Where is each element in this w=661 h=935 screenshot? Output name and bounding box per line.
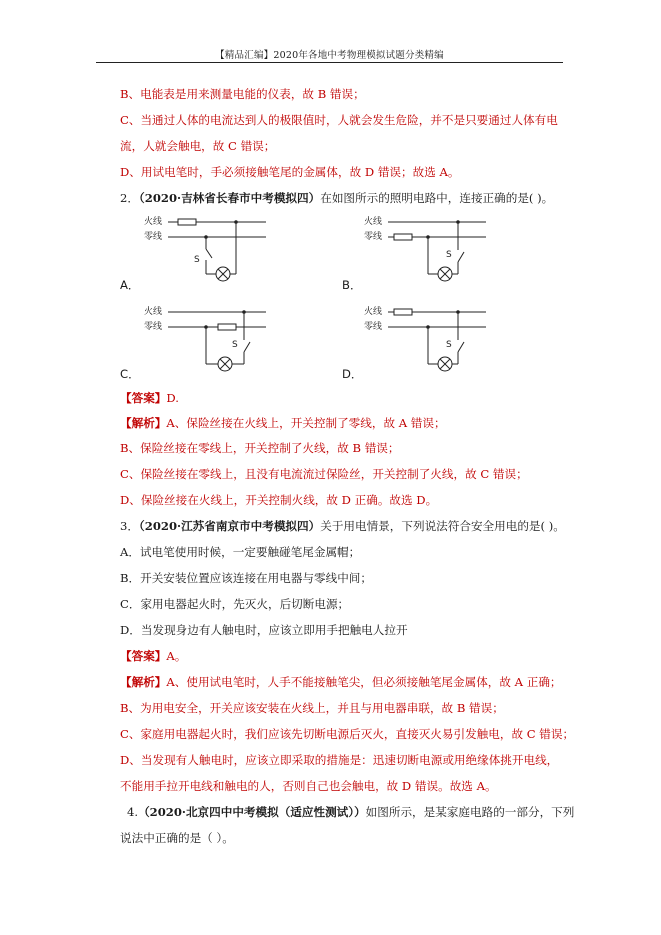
q3-option-b: B．开关安装位置应该连接在用电器与零线中间； — [120, 571, 372, 585]
q1-explanation-d: D、用试电笔时，手必须接触笔尾的金属体，故 D 错误；故选 A。 — [120, 165, 460, 179]
option-a-label: A． — [120, 278, 140, 292]
q3-option-c: C．家用电器起火时，先灭火，后切断电源； — [120, 597, 350, 611]
option-b-label: B． — [342, 278, 362, 292]
q4-stem — [127, 805, 574, 820]
explanation-text: A、使用试电笔时，人手不能接触笔尖，但必须接触笔尾金属体，故 A 正确； — [166, 675, 562, 689]
fuse-icon — [394, 234, 412, 240]
q3-explanation-b: B、为用电安全，开关应该安装在火线上，并且与用电器串联，故 B 错误； — [120, 701, 504, 715]
q2-answer — [120, 391, 179, 406]
q3-explanation-a — [120, 675, 562, 690]
explanation-tag: 【解析】 — [120, 675, 167, 689]
q3-text: 关于用电情景，下列说法符合安全用电的是( )。 — [320, 519, 565, 533]
q4-stem-cont: 说法中正确的是（ ）。 — [120, 831, 234, 845]
q3-explanation-d-cont: 不能用手拉开电线和触电的人，否则自己也会触电，故 D 错误。故选 A。 — [120, 779, 497, 793]
q1-explanation-c: C、当通过人体的电流达到人的极限值时，人就会发生危险，并不是只要通过人体有电 — [120, 113, 558, 127]
q2-explanation-a — [120, 416, 446, 431]
q4-source: （2020·北京四中中考模拟（适应性测试）） — [138, 805, 366, 819]
page-header: 【精品汇编】2020年各地中考物理模拟试题分类精编 — [215, 50, 444, 61]
live-wire-label: 火线 — [144, 307, 163, 317]
neutral-wire-label: 零线 — [144, 232, 163, 242]
answer-value: D. — [166, 391, 179, 405]
neutral-wire-label: 零线 — [364, 322, 383, 332]
q3-option-d: D．当发现身边有人触电时，应该立即用手把触电人拉开 — [120, 623, 408, 637]
fuse-icon — [394, 309, 412, 315]
q4-text: 如图所示，是某家庭电路的一部分，下列 — [365, 805, 575, 819]
circuit-diagram-a — [140, 212, 280, 288]
answer-tag: 【答案】 — [120, 391, 167, 405]
switch-icon — [206, 249, 212, 258]
option-c-label: C． — [120, 367, 140, 381]
q2-explanation-b: B、保险丝接在零线上，开关控制了火线，故 B 错误； — [120, 441, 400, 455]
q4-number: 4. — [127, 805, 139, 819]
circuit-diagram-b — [360, 212, 500, 288]
switch-label: S — [194, 255, 200, 265]
explanation-text: A、保险丝接在火线上，开关控制了零线，故 A 错误； — [166, 416, 446, 430]
answer-tag: 【答案】 — [120, 649, 167, 663]
q3-answer — [120, 649, 186, 664]
q2-text: 在如图所示的照明电路中，连接正确的是( )。 — [320, 191, 554, 205]
q3-explanation-c: C、家庭用电器起火时，我们应该先切断电源后灭火，直接灭火易引发触电，故 C 错误； — [120, 727, 575, 741]
circuit-diagram-d — [360, 302, 500, 378]
q1-explanation-c-cont: 流，人就会触电，故 C 错误； — [120, 139, 276, 153]
answer-value: A。 — [166, 649, 187, 663]
fuse-icon — [218, 324, 236, 330]
circuit-diagram-c — [140, 302, 280, 378]
live-wire-label: 火线 — [144, 217, 163, 227]
q2-number: 2． — [120, 191, 139, 205]
live-wire-label: 火线 — [364, 307, 383, 317]
switch-label: S — [446, 340, 452, 350]
neutral-wire-label: 零线 — [364, 232, 383, 242]
switch-label: S — [446, 250, 452, 260]
q1-explanation-b: B、电能表是用来测量电能的仪表，故 B 错误； — [120, 87, 365, 101]
live-wire-label: 火线 — [364, 217, 383, 227]
q2-explanation-d: D、保险丝接在火线上，开关控制火线，故 D 正确。故选 D。 — [120, 493, 438, 507]
q2-stem — [120, 191, 553, 206]
q2-explanation-c: C、保险丝接在零线上，且没有电流流过保险丝，开关控制了火线，故 C 错误； — [120, 467, 528, 481]
neutral-wire-label: 零线 — [144, 322, 163, 332]
explanation-tag: 【解析】 — [120, 416, 167, 430]
q3-number: 3． — [120, 519, 139, 533]
switch-label: S — [232, 340, 238, 350]
option-d-label: D． — [342, 367, 363, 381]
switch-icon — [244, 342, 250, 352]
switch-icon — [458, 342, 464, 352]
switch-icon — [458, 252, 464, 262]
q3-explanation-d: D、当发现有人触电时，应该立即采取的措施是：迅速切断电源或用绝缘体挑开电线， — [120, 753, 559, 767]
header-rule — [96, 62, 563, 63]
fuse-icon — [178, 219, 196, 225]
q3-stem — [120, 519, 565, 534]
q3-source: （2020·江苏省南京市中考模拟四） — [138, 519, 321, 533]
q3-option-a: A．试电笔使用时候，一定要触碰笔尾金属帽； — [120, 545, 361, 559]
q2-source: （2020·吉林省长春市中考模拟四） — [138, 191, 321, 205]
